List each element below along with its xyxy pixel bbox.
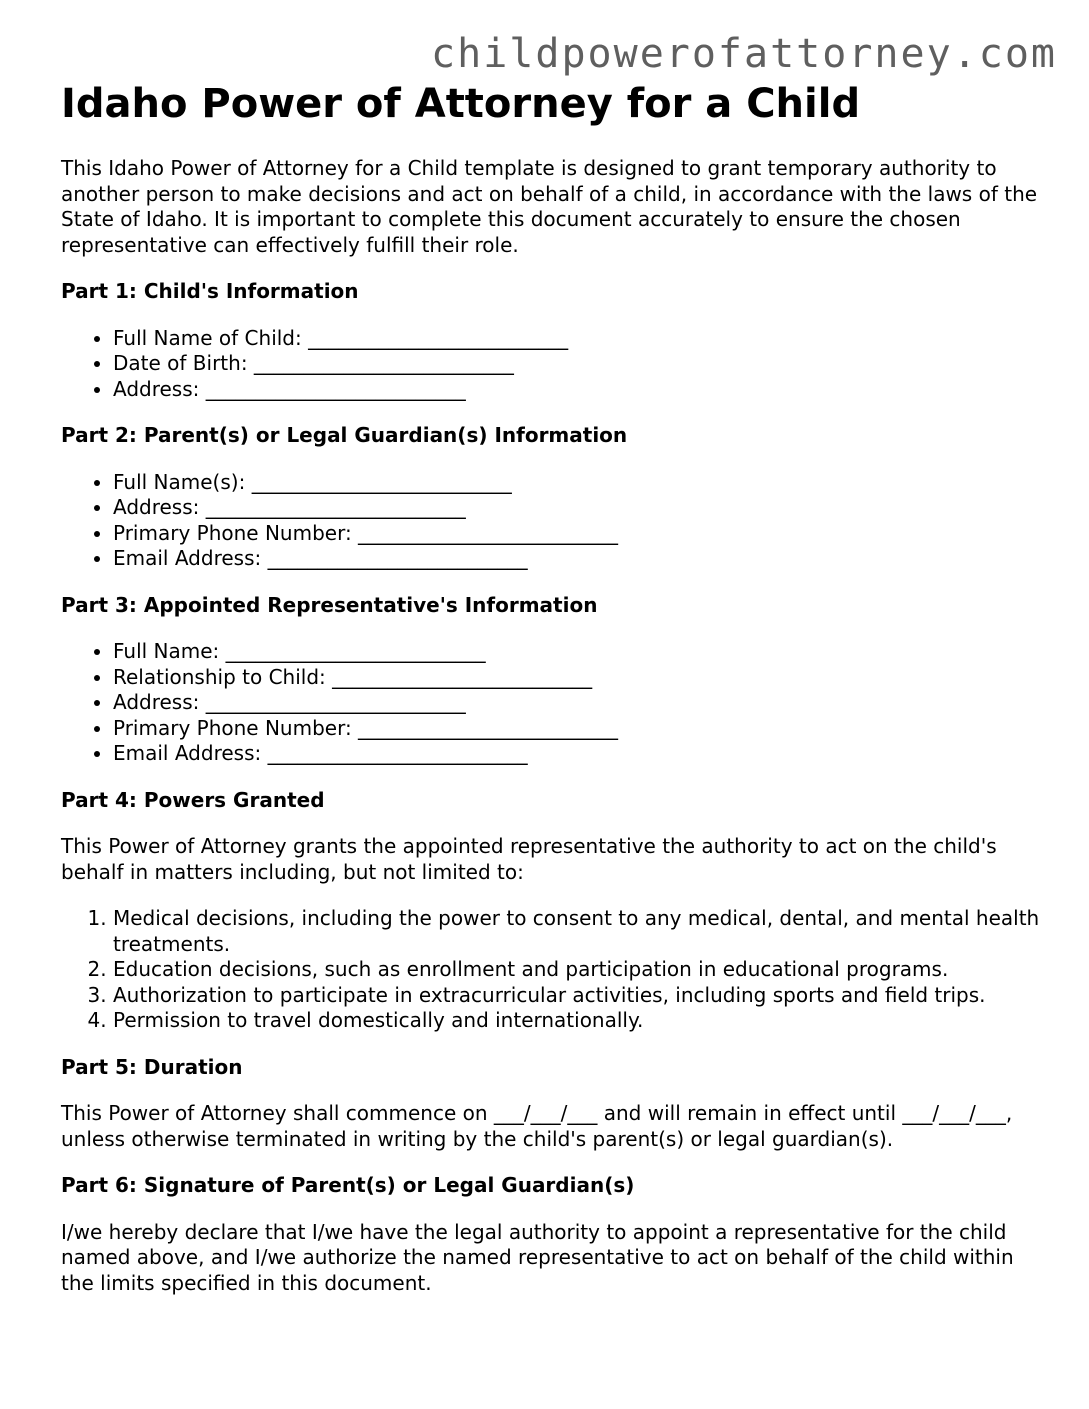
fill-in-blank: __________________________	[225, 639, 486, 663]
intro-paragraph: This Idaho Power of Attorney for a Child template is designed to grant temporary authority to another person to make decisions and act on behalf of a child, in accordance with the laws of the State of Idaho. It is important to complete this document accurately to ensure the chosen representative can effectively fulfill their role.	[61, 156, 1038, 257]
site-watermark: childpowerofattorney.com	[431, 31, 1057, 77]
rep-address-field	[113, 690, 1041, 716]
part6-heading: Part 6: Signature of Parent(s) or Legal Guardian(s)	[61, 1173, 635, 1197]
fill-in-blank: __________________________	[358, 715, 619, 740]
part6-paragraph: I/we hereby declare that I/we have the legal authority to appoint a representative for the child named above, and I/we authorize the named representative to act on behalf of the child within the limits specified in this document.	[61, 1219, 1014, 1295]
child-dob-field	[113, 351, 1041, 377]
fill-in-blank: __________________________	[308, 325, 569, 350]
document-title: Idaho Power of Attorney for a Child	[61, 81, 861, 127]
document-body	[61, 156, 1041, 1317]
parent-name-field	[113, 470, 1041, 496]
rep-email-field	[113, 741, 1041, 767]
rep-relationship-field	[113, 665, 1041, 691]
power-item-medical: 1. Medical decisions, including the power to consent to any medical, dental, and mental health treatments.	[113, 906, 1041, 957]
fill-in-blank: __________________________	[358, 520, 619, 545]
field-label: Relationship to Child:	[113, 664, 326, 689]
part1-heading: Part 1: Child's Information	[61, 279, 359, 303]
fill-in-blank: __________________________	[205, 376, 466, 401]
power-item-extracurricular: 3. Authorization to participate in extracurricular activities, including sports and field trips.	[113, 983, 1041, 1009]
field-label: Email Address:	[113, 546, 262, 570]
field-label: Full Name of Child:	[113, 325, 302, 350]
rep-name-field	[113, 639, 1041, 665]
part5-paragraph: This Power of Attorney shall commence on ___/___/___ and will remain in effect until ___/___/___, unless otherwise terminated in writing by the child's parent(s) or legal guardian(s).	[61, 1101, 1013, 1151]
child-name-field	[113, 326, 1041, 352]
field-label: Date of Birth:	[113, 351, 248, 375]
part4-heading: Part 4: Powers Granted	[61, 787, 325, 812]
part3-heading: Part 3: Appointed Representative's Information	[61, 592, 598, 617]
fill-in-blank: __________________________	[332, 664, 593, 689]
part4-paragraph: This Power of Attorney grants the appointed representative the authority to act on the child's behalf in matters including, but not limited to:	[61, 834, 997, 884]
fill-in-blank: __________________________	[253, 351, 514, 375]
field-label: Full Name:	[113, 639, 220, 663]
part3-field-list	[61, 639, 1041, 767]
power-item-travel: 4. Permission to travel domestically and internationally.	[113, 1008, 1041, 1034]
fill-in-blank: __________________________	[205, 495, 466, 519]
fill-in-blank: __________________________	[205, 690, 466, 714]
part5-heading: Part 5: Duration	[61, 1054, 243, 1079]
parent-phone-field	[113, 521, 1041, 547]
child-address-field	[113, 377, 1041, 403]
parent-address-field	[113, 495, 1041, 521]
field-label: Primary Phone Number:	[113, 715, 352, 740]
field-label: Email Address:	[113, 741, 262, 765]
part2-field-list	[61, 470, 1041, 572]
fill-in-blank: __________________________	[267, 546, 528, 570]
fill-in-blank: __________________________	[251, 469, 512, 494]
field-label: Address:	[113, 376, 200, 401]
fill-in-blank: __________________________	[267, 741, 528, 765]
parent-email-field	[113, 546, 1041, 572]
rep-phone-field	[113, 716, 1041, 742]
power-item-education: 2. Education decisions, such as enrollment and participation in educational programs.	[113, 957, 1041, 983]
field-label: Address:	[113, 690, 200, 714]
part1-field-list	[61, 326, 1041, 403]
powers-list	[61, 906, 1041, 1034]
field-label: Address:	[113, 495, 200, 519]
field-label: Full Name(s):	[113, 469, 246, 494]
part2-heading: Part 2: Parent(s) or Legal Guardian(s) Information	[61, 423, 628, 447]
field-label: Primary Phone Number:	[113, 520, 352, 545]
